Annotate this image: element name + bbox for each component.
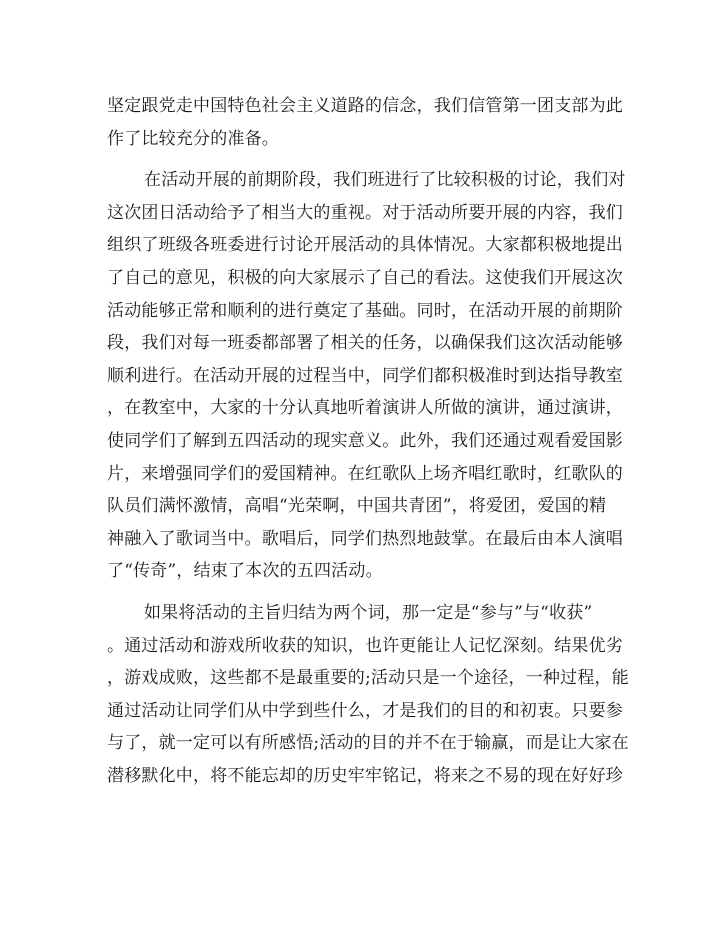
text-line: ，游戏成败，这些都不是最重要的;活动只是一个途径，一种过程，能 [107,668,629,689]
text-line: 坚定跟党走中国特色社会主义道路的信念，我们信管第一团支部为此 [107,96,623,116]
paragraph-gap [107,588,615,597]
text-line: 活动能够正常和顺利的进行奠定了基础。同时，在活动开展的前期阶 [107,300,623,321]
text-line: 段，我们对每一班委都部署了相关的任务，以确保我们这次活动能够 [107,333,623,354]
text-line: 队员们满怀激情，高唱“光荣啊，中国共青团”，将爱团，爱国的精 [107,496,607,517]
text-line: 神融入了歌词当中。歌唱后，同学们热烈地鼓掌。在最后由本人演唱 [107,528,623,549]
document-body [107,90,629,792]
text-line: 通过活动让同学们从中学到些什么，才是我们的目的和初衷。只要参 [107,700,623,721]
text-line: 使同学们了解到五四活动的现实意义。此外，我们还通过观看爱国影 [107,430,623,451]
text-line: 组织了班级各班委进行讨论开展活动的具体情况。大家都积极地提出 [107,235,623,256]
text-line: 。通过活动和游戏所收获的知识，也许更能让人记忆深刻。结果优劣 [107,635,623,656]
text-line: 潜移默化中，将不能忘却的历史牢牢铭记，将来之不易的现在好好珍 [107,765,623,786]
paragraph-1 [107,90,623,155]
text-line: 了“传奇”，结束了本次的五四活动。 [107,561,383,582]
text-line: 作了比较充分的准备。 [107,128,279,149]
text-line: 片，来增强同学们的爱国精神。在红歌队上场齐唱红歌时，红歌队的 [107,463,623,484]
text-line: 这次团日活动给予了相当大的重视。对于活动所要开展的内容，我们 [107,202,623,223]
paragraph-3 [107,597,629,793]
text-line: 了自己的意见，积极的向大家展示了自己的看法。这使我们开展这次 [107,267,623,288]
text-line: 如果将活动的主旨归结为两个词，那一定是“参与”与“收获” [144,602,593,623]
text-line: ，在教室中，大家的十分认真地听着演讲人所做的演讲，通过演讲， [107,398,623,419]
text-line: 与了，就一定可以有所感悟;活动的目的并不在于输赢，而是让大家在 [107,733,629,754]
paragraph-2 [107,164,626,588]
paragraph-gap [107,155,615,164]
text-line: 在活动开展的前期阶段，我们班进行了比较积极的讨论，我们对 [144,170,626,191]
text-line: 顺利进行。在活动开展的过程当中，同学们都积极准时到达指导教室 [107,365,623,386]
